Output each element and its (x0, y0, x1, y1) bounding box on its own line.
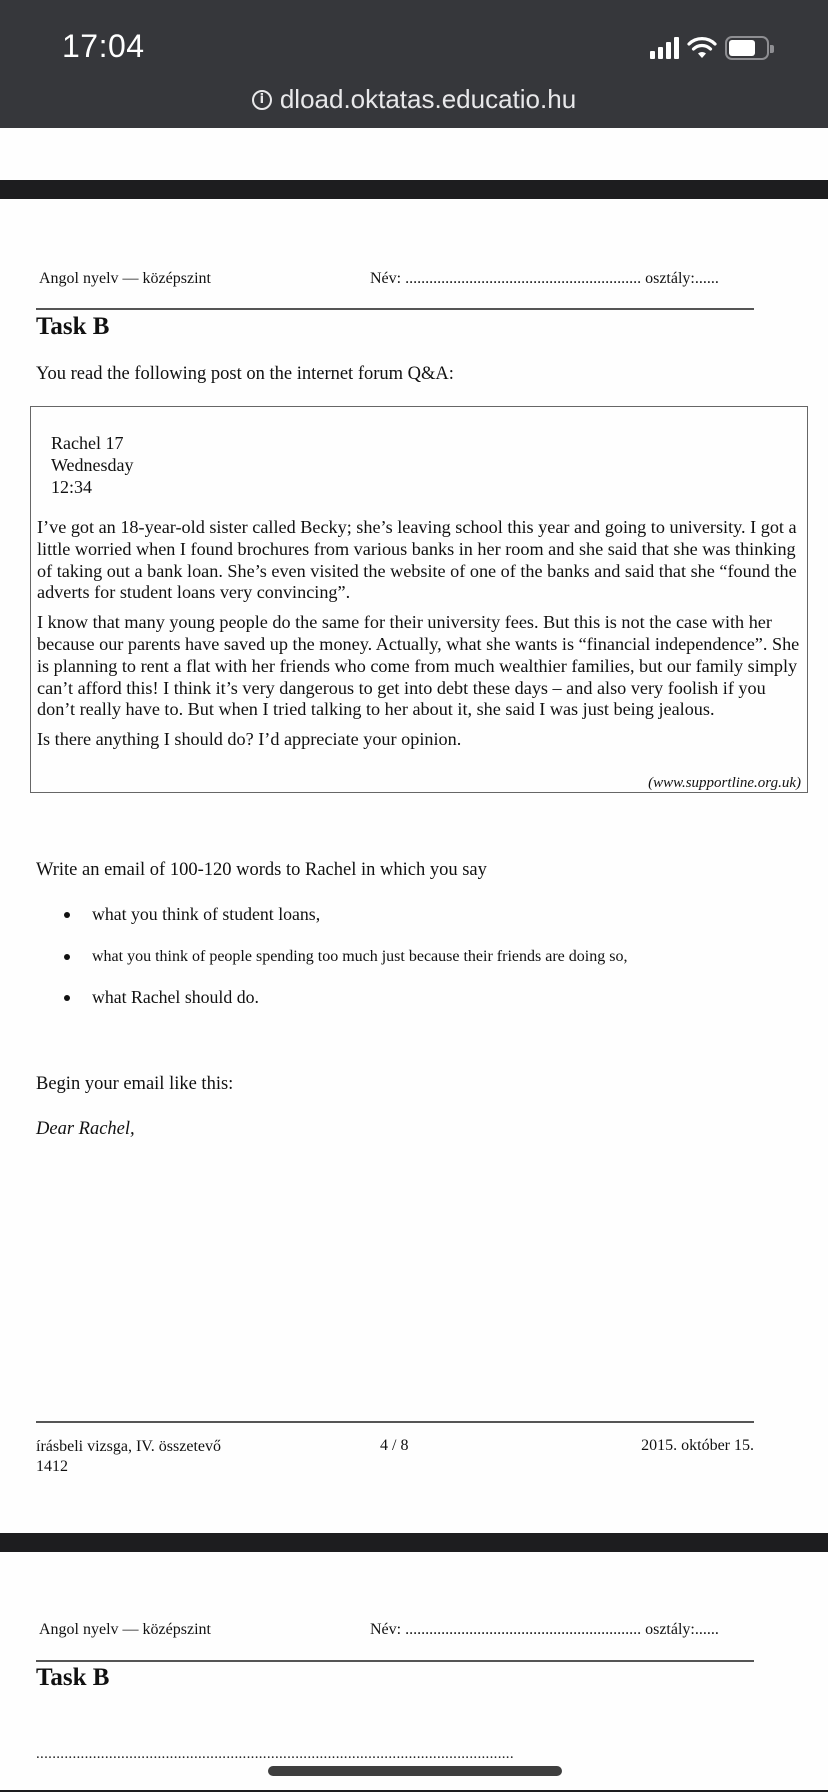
browser-top-bar (0, 0, 828, 128)
begin-label: Begin your email like this: (36, 1074, 234, 1094)
footer-exam: írásbeli vizsga, IV. összetevő (36, 1438, 221, 1455)
post-time: 12:34 (51, 477, 93, 497)
forum-post-box (30, 406, 808, 793)
status-icons (650, 36, 769, 60)
task-instruction: Write an email of 100-120 words to Rachel in which you say (36, 860, 487, 880)
post-day: Wednesday (51, 455, 134, 475)
page-separator (0, 1533, 828, 1552)
task-title: Task B (36, 313, 110, 340)
post-body (37, 517, 803, 759)
post-paragraph: Is there anything I should do? I’d appreciate your opinion. (37, 729, 462, 750)
salutation: Dear Rachel, (36, 1119, 135, 1139)
home-indicator[interactable] (268, 1766, 562, 1776)
footer-code: 1412 (36, 1458, 68, 1475)
url-bar[interactable] (0, 84, 828, 115)
battery-icon (725, 36, 769, 60)
post-author: Rachel 17 (51, 433, 124, 453)
header-subject: Angol nyelv — középszint (39, 270, 211, 287)
footer-date: 2015. október 15. (641, 1437, 754, 1454)
status-time: 17:04 (62, 28, 145, 64)
post-source: (www.supportline.org.uk) (648, 775, 801, 791)
footer-rule (36, 1421, 754, 1423)
signal-icon (650, 37, 679, 59)
task-intro: You read the following post on the internet forum Q&A: (36, 364, 454, 384)
next-task-title: Task B (36, 1664, 110, 1691)
header-name-field: Név: ........................................................... osztály:...... (370, 270, 719, 287)
page-separator (0, 180, 828, 199)
info-icon[interactable]: i (252, 90, 272, 110)
header-rule (36, 308, 754, 310)
answer-line: ...................................................................................................................... (36, 1746, 514, 1762)
footer-page-number: 4 / 8 (380, 1437, 409, 1454)
bullet-icon (64, 995, 70, 1001)
wifi-icon (687, 36, 717, 60)
bullet-icon (64, 912, 70, 918)
post-paragraph: I’ve got an 18-year-old sister called Becky; she’s leaving school this year and going to university. I got a little worried when I found brochures from various banks in her room and she said that she was thinking of taking out a bank loan. She’s even visited the website of one of the banks and said that she “found the adverts for student loans very convincing”. (37, 517, 797, 603)
header-subject: Angol nyelv — középszint (39, 1621, 211, 1638)
header-rule (36, 1660, 754, 1662)
post-meta (51, 432, 134, 498)
url-text[interactable]: dload.oktatas.educatio.hu (279, 84, 577, 114)
post-paragraph: I know that many young people do the same for their university fees. But this is not the case with her because our parents have saved up the money. Actually, what she wants is “financial independence”. She is planning to rent a flat with her friends who come from much wealthier families, but our family simply can’t afford this! I think it’s very dangerous to get into debt these days – and also very foolish if you don’t really have to. But when I tried talking to her about it, she said I was just being jealous. (37, 612, 800, 720)
header-name-field: Név: ........................................................... osztály:...... (370, 1621, 719, 1638)
bullet-icon (64, 954, 70, 960)
